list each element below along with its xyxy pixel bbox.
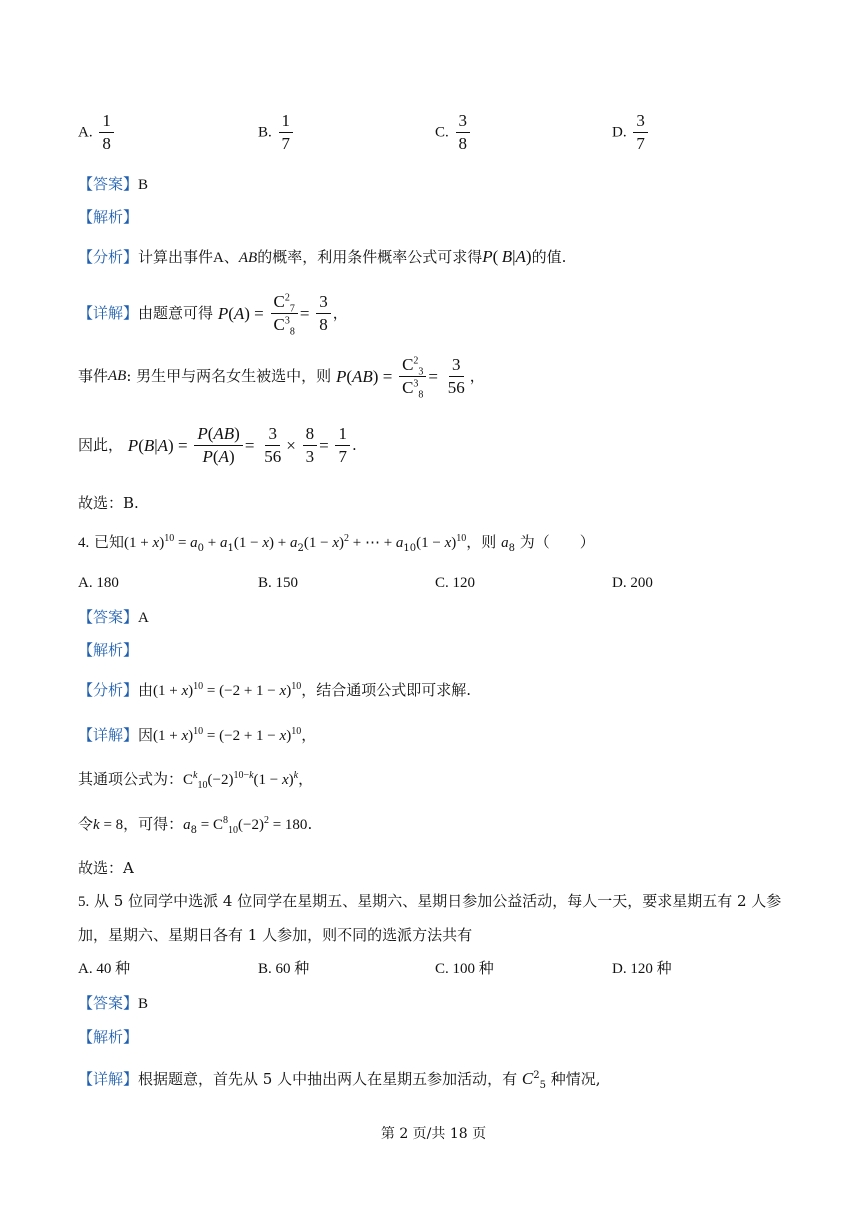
q4-answer: 【答案】A — [78, 608, 149, 626]
q3-option-c: C. $\frac{3}{8}$ — [435, 112, 472, 153]
q4-option-b: B. 150 — [258, 575, 299, 591]
fraction: $\frac{3}{8}$ — [456, 112, 471, 153]
q4-option-d: D. 200 — [612, 575, 653, 591]
q3-conclusion: 故选：B. — [78, 494, 139, 512]
q3-fenxi: 【分析】计算出事件A、AB的概率，利用条件概率公式可求得P( B|A)的值. — [78, 247, 567, 266]
fraction: $\frac{1}{8}$ — [99, 112, 114, 153]
q4-detail: 【详解】因$(1 + x)^{10} = (-2 + 1 - x)^{10}$， — [78, 726, 317, 744]
q4-stem: 4. 已知$(1 + x)^{10} = a_0 + a_1(1 - x) + a_2(1 - x)^2$ + ⋯ + $a_{10}(1 - x)^{10}$，则 $a_8$ 为（ ） — [78, 533, 595, 554]
q4-analysis-tag: 【解析】 — [78, 641, 139, 659]
q4-general-term: 其通项公式为：$C^k_{10}(-2)^{10-k}(1 - x)^k$， — [78, 770, 314, 791]
q5-stem-line1: 5. 从 5 位同学中选派 4 位同学在星期五、星期六、星期日参加公益活动，每人一天，要求星期五有 2 人参 — [78, 892, 782, 910]
q3-option-b: B. $\frac{1}{7}$ — [258, 112, 295, 153]
q3-detail-3: 因此， P(B|A) = $\frac{P(AB)}{P(A)}$ = $\frac{3}{56}$ × $\frac{8}{3}$ = $\frac{1}{7}$ . — [78, 424, 357, 466]
q5-answer: 【答案】B — [78, 994, 149, 1012]
q3-detail-2: 事件AB: 男生甲与两名女生被选中，则 P(AB) = $\frac{C^2_3}{C^3_8}$ = $\frac{3}{56}$ ， — [78, 355, 485, 401]
q5-option-d: D. 120 种 — [612, 961, 672, 977]
q3-option-d: D. $\frac{3}{7}$ — [612, 112, 650, 153]
q3-analysis-tag: 【解析】 — [78, 208, 139, 226]
q5-option-a: A. 40 种 — [78, 961, 131, 977]
q3-option-a: A. $\frac{1}{8}$ — [78, 112, 116, 153]
fraction: $\frac{1}{7}$ — [279, 112, 294, 153]
q3-answer: 【答案】B — [78, 175, 149, 193]
fraction: $\frac{3}{7}$ — [633, 112, 648, 153]
q4-fenxi: 【分析】由$(1 + x)^{10} = (-2 + 1 - x)^{10}$，结合通项公式即可求解. — [78, 681, 471, 699]
q5-analysis-tag: 【解析】 — [78, 1028, 139, 1046]
q3-detail-1: 【详解】由题意可得 P(A) = $\frac{C^2_7}{C^3_8}$ = $\frac{3}{8}$ ， — [78, 292, 348, 338]
q4-conclusion: 故选：A — [78, 859, 134, 877]
page-footer: 第 2 页/共 18 页 — [380, 1126, 487, 1142]
q4-let: 令k = 8，可得：$a_8 = C^8_{10}(-2)^2 = 180$. — [78, 815, 313, 836]
q5-option-c: C. 100 种 — [435, 961, 494, 977]
q5-stem-line2: 加，星期六、星期日各有 1 人参加，则不同的选派方法共有 — [78, 926, 473, 944]
q4-option-c: C. 120 — [435, 575, 476, 591]
q5-option-b: B. 60 种 — [258, 961, 310, 977]
q5-detail: 【详解】根据题意，首先从 5 人中抽出两人在星期五参加活动，有 $C^2_5$ 种情况, — [78, 1069, 601, 1091]
q4-option-a: A. 180 — [78, 575, 119, 591]
